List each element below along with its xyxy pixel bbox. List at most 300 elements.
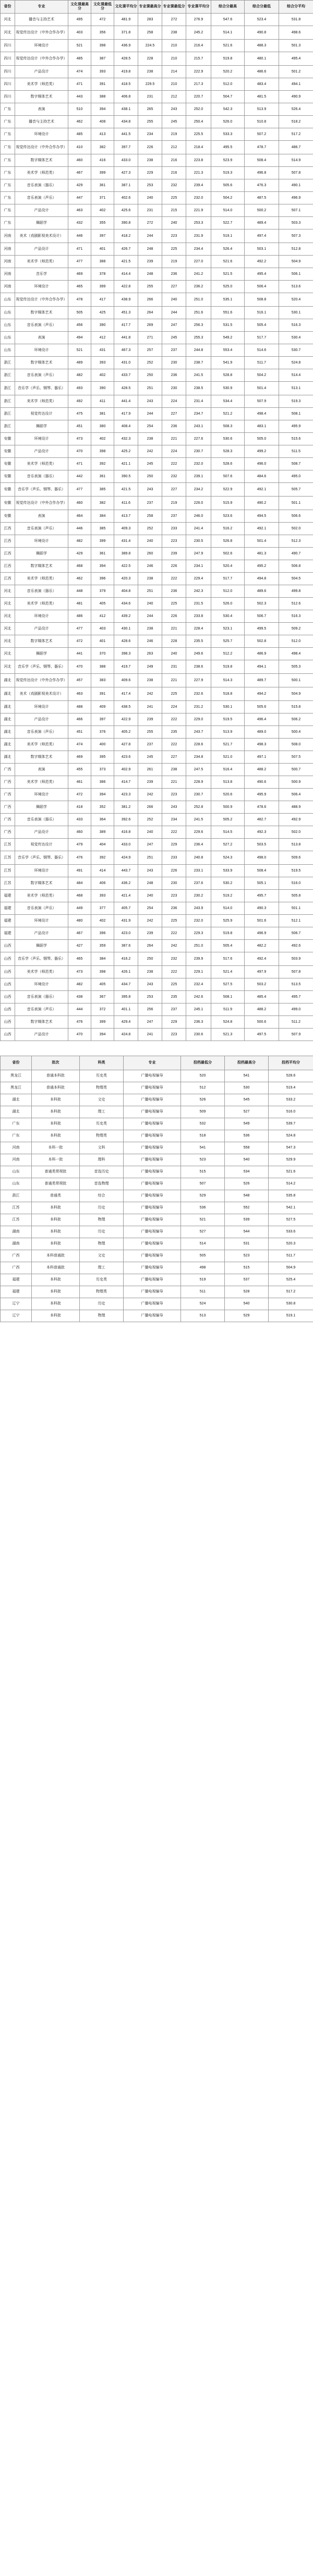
- table-cell: 412: [91, 610, 114, 623]
- table-cell: 271: [138, 332, 162, 344]
- table-cell: 525.0: [211, 281, 245, 293]
- table-cell: 467: [68, 167, 91, 179]
- table-cell: 408: [91, 116, 114, 128]
- table-cell: 250: [138, 369, 162, 382]
- table-cell: 232.4: [186, 978, 211, 991]
- table-row: [1, 674, 313, 687]
- table-cell: 236: [162, 420, 186, 433]
- table-cell: 本科批: [32, 1202, 80, 1214]
- table-cell: 410: [68, 141, 91, 154]
- table-cell: 音乐表演（声乐）: [15, 369, 68, 382]
- column-header: 专业: [15, 1, 68, 14]
- table-cell: 音乐表演（声乐）: [15, 192, 68, 204]
- table-cell: 美术（戏剧影视美术设计）: [15, 687, 68, 701]
- table-cell: 429: [68, 548, 91, 560]
- table-cell: 物理类: [80, 1082, 124, 1094]
- table-cell: 广西: [1, 1250, 32, 1262]
- table-cell: 513.8: [211, 776, 245, 789]
- table-row: [1, 281, 313, 293]
- table-cell: 252: [138, 523, 162, 535]
- table-cell: 465: [68, 281, 91, 293]
- table-cell: 233.1: [186, 865, 211, 877]
- table-cell: 湖北: [1, 674, 15, 687]
- table-cell: 福建: [1, 915, 15, 927]
- table-cell: 249.6: [186, 648, 211, 660]
- table-row: [1, 573, 313, 585]
- table-cell: 广播电视编导: [124, 1286, 181, 1298]
- table-cell: 504.2: [245, 369, 279, 382]
- table-cell: 409.6: [114, 674, 138, 687]
- table-cell: 本科批: [32, 1310, 80, 1322]
- table-cell: 505.2: [211, 814, 245, 826]
- table-cell: 489.7: [245, 674, 279, 687]
- table-cell: 产品设计: [15, 204, 68, 217]
- table-cell: 520.2: [211, 66, 245, 78]
- table-cell: 502.6: [211, 548, 245, 560]
- table-cell: 506.7: [279, 927, 313, 940]
- table-row: [1, 940, 313, 952]
- column-header: 投档最低分: [181, 1056, 225, 1070]
- table-cell: 516.3: [279, 319, 313, 332]
- table-cell: 474: [68, 66, 91, 78]
- table-cell: 山东: [1, 319, 15, 332]
- table-row: [1, 890, 313, 902]
- table-cell: 431.4: [114, 535, 138, 548]
- table-cell: 513.8: [279, 839, 313, 851]
- table-cell: 355: [91, 217, 114, 229]
- table-cell: 228: [162, 635, 186, 648]
- table-cell: 环境设计: [15, 789, 68, 801]
- table-cell: 浙江: [1, 382, 15, 395]
- table-cell: 494.8: [245, 573, 279, 585]
- table-cell: 519.1: [269, 1310, 313, 1322]
- table-cell: 490.2: [245, 497, 279, 510]
- table-cell: 416.8: [114, 826, 138, 839]
- table-cell: 217.3: [186, 78, 211, 91]
- table-cell: 514.1: [211, 26, 245, 40]
- table-row: [1, 548, 313, 560]
- table-row: [1, 344, 313, 357]
- table-cell: 400: [91, 739, 114, 751]
- table-cell: 486.9: [245, 648, 279, 660]
- table-cell: 515: [225, 1262, 269, 1274]
- table-cell: 表演: [15, 764, 68, 776]
- table-cell: 388: [91, 91, 114, 103]
- table-cell: 浙江: [1, 1190, 32, 1202]
- table-cell: 492.2: [245, 256, 279, 268]
- table-cell: 231.9: [186, 229, 211, 243]
- table-cell: 367: [91, 991, 114, 1003]
- table-cell: 433: [68, 814, 91, 826]
- table-cell: 408.4: [114, 420, 138, 433]
- table-cell: 423.3: [114, 789, 138, 801]
- table-cell: 519.5: [211, 713, 245, 726]
- table-cell: 安徽: [1, 445, 15, 458]
- table-cell: 495.2: [245, 560, 279, 573]
- table-cell: 519.3: [279, 395, 313, 408]
- table-cell: 表演: [15, 510, 68, 523]
- table-row: [1, 726, 313, 739]
- table-cell: 514.4: [279, 369, 313, 382]
- table-cell: 江苏: [1, 851, 15, 865]
- table-row: [1, 1190, 313, 1202]
- table-cell: 545: [225, 1094, 269, 1106]
- table-cell: 439.2: [114, 610, 138, 623]
- table-cell: 402: [91, 204, 114, 217]
- table-cell: 530.4: [211, 610, 245, 623]
- table-cell: 视觉传达设计（中外合作办学）: [15, 293, 68, 307]
- table-cell: 四川: [1, 66, 15, 78]
- table-cell: 普通类: [32, 1190, 80, 1202]
- table-cell: 浙江: [1, 395, 15, 408]
- table-cell: 513.1: [279, 382, 313, 395]
- table-cell: 402.6: [114, 192, 138, 204]
- table-cell: 236: [162, 268, 186, 281]
- table-cell: 417.4: [114, 687, 138, 701]
- table-cell: 236: [162, 902, 186, 915]
- table-cell: 福建: [1, 890, 15, 902]
- table-cell: 音乐表演（声乐）: [15, 902, 68, 915]
- table-cell: 477: [68, 483, 91, 497]
- table-cell: 518: [181, 1130, 225, 1142]
- table-cell: 237: [138, 497, 162, 510]
- table-cell: 广东: [1, 103, 15, 116]
- table-cell: 265: [138, 103, 162, 116]
- table-row: [1, 801, 313, 814]
- table-cell: 505.3: [279, 660, 313, 674]
- table-cell: 390: [91, 319, 114, 332]
- table-cell: 421.1: [114, 458, 138, 470]
- table-cell: 233: [162, 523, 186, 535]
- table-cell: 391: [91, 687, 114, 701]
- table-cell: 527.2: [211, 839, 245, 851]
- table-cell: 441.8: [114, 332, 138, 344]
- table-cell: 488: [68, 701, 91, 713]
- table-cell: 音乐表演（声乐）: [15, 1003, 68, 1016]
- table-cell: 511.9: [211, 1003, 245, 1016]
- table-cell: 226: [162, 610, 186, 623]
- table-cell: 385: [91, 483, 114, 497]
- table-cell: 499.5: [245, 623, 279, 635]
- table-cell: 476: [68, 1016, 91, 1029]
- table-row: [1, 1070, 313, 1082]
- table-cell: 226: [162, 560, 186, 573]
- table-cell: 258: [138, 26, 162, 40]
- table-cell: 399: [91, 535, 114, 548]
- table-cell: 247: [138, 1016, 162, 1029]
- table-cell: 428.5: [114, 52, 138, 66]
- table-cell: 503.5: [245, 839, 279, 851]
- column-header: 专业课最高分: [138, 1, 162, 14]
- table-cell: 239: [138, 256, 162, 268]
- table-cell: 539.7: [269, 1118, 313, 1130]
- table-cell: 272: [162, 14, 186, 26]
- table-cell: 227.6: [186, 433, 211, 445]
- table-cell: 安徽: [1, 458, 15, 470]
- table-cell: 413: [91, 128, 114, 141]
- table-cell: 河南: [1, 1154, 32, 1166]
- table-cell: 402.9: [114, 764, 138, 776]
- table-cell: 475: [68, 408, 91, 420]
- table-cell: 519: [181, 1274, 225, 1286]
- table-cell: 371: [91, 192, 114, 204]
- table-cell: 214: [162, 66, 186, 78]
- table-row: [1, 839, 313, 851]
- table-cell: 225: [162, 192, 186, 204]
- table-cell: 文科: [80, 1142, 124, 1154]
- table-cell: 423.0: [114, 927, 138, 940]
- table-cell: 物理: [80, 1310, 124, 1322]
- table-cell: 江苏: [1, 1202, 32, 1214]
- table-cell: 河北: [1, 26, 15, 40]
- table-cell: 534.4: [211, 395, 245, 408]
- table-cell: 524: [181, 1298, 225, 1310]
- table-cell: 230: [162, 877, 186, 890]
- table-row: [1, 382, 313, 395]
- table-cell: 221: [162, 623, 186, 635]
- table-cell: 504.9: [279, 687, 313, 701]
- table-cell: 496.9: [245, 927, 279, 940]
- table-cell: 516.1: [245, 307, 279, 319]
- table-cell: 234: [162, 814, 186, 826]
- table-row: [1, 510, 313, 523]
- column-header: 投档最高分: [225, 1056, 269, 1070]
- table-cell: 523.1: [211, 623, 245, 635]
- table-cell: 429: [68, 179, 91, 192]
- table-cell: 521: [68, 40, 91, 52]
- table-cell: 390.5: [114, 470, 138, 483]
- table-cell: 256.3: [186, 319, 211, 332]
- table-cell: 250: [138, 952, 162, 966]
- table-cell: 江苏: [1, 1214, 32, 1226]
- table-cell: 音乐表演（声乐）: [15, 319, 68, 332]
- table-cell: 235.5: [186, 635, 211, 648]
- table-cell: 236.2: [186, 281, 211, 293]
- table-cell: 228.6: [186, 739, 211, 751]
- table-cell: 523.6: [211, 510, 245, 523]
- table-cell: 242: [138, 445, 162, 458]
- table-cell: 405.7: [114, 902, 138, 915]
- table-cell: 521.3: [211, 1029, 245, 1041]
- table-cell: 481.3: [245, 548, 279, 560]
- table-cell: 508.0: [279, 739, 313, 751]
- table-cell: 历史类: [80, 1070, 124, 1082]
- table-row: [1, 776, 313, 789]
- table-cell: 438.1: [114, 103, 138, 116]
- table-cell: 244: [138, 229, 162, 243]
- table-cell: 397: [91, 229, 114, 243]
- table-row: [1, 598, 313, 610]
- table-cell: 540: [225, 1298, 269, 1310]
- table-cell: 534: [225, 1166, 269, 1178]
- table-cell: 527.5: [211, 978, 245, 991]
- table-cell: 516.0: [279, 877, 313, 890]
- table-row: [1, 256, 313, 268]
- table-cell: 广东: [1, 128, 15, 141]
- table-cell: 238: [138, 433, 162, 445]
- table-cell: 520.3: [269, 1238, 313, 1250]
- table-cell: 511.7: [269, 1250, 313, 1262]
- table-cell: 251: [138, 585, 162, 598]
- table-cell: 226: [138, 141, 162, 154]
- table-cell: 463: [68, 687, 91, 701]
- table-cell: 江苏: [1, 865, 15, 877]
- table-cell: 232: [162, 179, 186, 192]
- table-cell: 399: [91, 281, 114, 293]
- table-cell: 390.8: [114, 217, 138, 229]
- table-cell: 373: [91, 764, 114, 776]
- table-cell: 512.6: [279, 598, 313, 610]
- table-cell: 517.2: [269, 1286, 313, 1298]
- table-cell: 广东: [1, 217, 15, 229]
- table-cell: 234.8: [186, 751, 211, 764]
- table-cell: 238: [138, 66, 162, 78]
- table-row: [1, 179, 313, 192]
- table-cell: 377: [91, 902, 114, 915]
- table-cell: 美术学（师范类）: [15, 573, 68, 585]
- table-cell: 548: [225, 1190, 269, 1202]
- table-cell: 529.9: [269, 1154, 313, 1166]
- table-cell: 258: [138, 510, 162, 523]
- table-cell: 223: [162, 229, 186, 243]
- table-cell: 音乐表演（器乐）: [15, 585, 68, 598]
- table-cell: 530.1: [279, 307, 313, 319]
- table-cell: 500.7: [279, 764, 313, 776]
- table-cell: 421.5: [114, 256, 138, 268]
- table-cell: 521.6: [211, 256, 245, 268]
- table-row: [1, 1274, 313, 1286]
- table-cell: 497.4: [245, 229, 279, 243]
- table-cell: 222: [162, 927, 186, 940]
- table-cell: 232.0: [186, 458, 211, 470]
- table-cell: 245: [162, 116, 186, 128]
- table-cell: 美术学（师范类）: [15, 739, 68, 751]
- table-cell: 241: [138, 701, 162, 713]
- table-cell: 521.5: [211, 268, 245, 281]
- table-cell: 524.8: [211, 1016, 245, 1029]
- table-cell: 412: [91, 332, 114, 344]
- table-cell: 238: [138, 966, 162, 978]
- table-cell: 482.2: [245, 940, 279, 952]
- table-cell: 山东: [1, 332, 15, 344]
- table-cell: 236: [162, 369, 186, 382]
- table-cell: 393: [91, 357, 114, 369]
- table-cell: 517.7: [245, 332, 279, 344]
- table-cell: 音乐表演（器乐）: [15, 470, 68, 483]
- table-cell: 381: [91, 408, 114, 420]
- table-cell: 522.9: [211, 483, 245, 497]
- table-cell: 476: [68, 851, 91, 865]
- table-cell: 494: [68, 332, 91, 344]
- table-cell: 231: [162, 660, 186, 674]
- table-row: [1, 660, 313, 674]
- table-cell: 广播电视编导: [124, 1130, 181, 1142]
- table-cell: 359: [91, 940, 114, 952]
- table-cell: 224.5: [138, 40, 162, 52]
- column-header: 文化课最低分: [91, 1, 114, 14]
- table-cell: 播音与主持艺术: [15, 116, 68, 128]
- table-cell: 516.3: [279, 610, 313, 623]
- table-row: [1, 1094, 313, 1106]
- table-cell: 492.9: [279, 814, 313, 826]
- table-cell: 广播电视编导: [124, 1070, 181, 1082]
- table-cell: 483.1: [245, 420, 279, 433]
- table-cell: 240: [162, 293, 186, 307]
- table-cell: 241.5: [186, 814, 211, 826]
- table-cell: 549: [225, 1118, 269, 1130]
- table-cell: 398: [91, 40, 114, 52]
- table-cell: 488.3: [245, 40, 279, 52]
- table-cell: 广西: [1, 1262, 32, 1274]
- table-cell: 506.4: [279, 789, 313, 801]
- table-cell: 广播电视编导: [124, 1118, 181, 1130]
- table-cell: 434.7: [114, 978, 138, 991]
- table-cell: 231.5: [186, 598, 211, 610]
- table-cell: 465: [68, 952, 91, 966]
- table-cell: 533.6: [269, 1226, 313, 1238]
- table-cell: 音乐表演（器乐）: [15, 179, 68, 192]
- table-cell: 252.0: [186, 103, 211, 116]
- table-cell: 496.9: [279, 192, 313, 204]
- table-cell: 472: [68, 635, 91, 648]
- table-cell: 483.4: [245, 78, 279, 91]
- table-cell: 234: [138, 128, 162, 141]
- table-cell: 476.3: [245, 179, 279, 192]
- table-cell: 产品设计: [15, 927, 68, 940]
- table-row: [1, 243, 313, 256]
- table-cell: 547.3: [269, 1142, 313, 1154]
- column-header: 省份: [1, 1, 15, 14]
- table-cell: 222: [162, 713, 186, 726]
- table-cell: 526: [225, 1178, 269, 1190]
- table-cell: 首选历史: [80, 1166, 124, 1178]
- table-cell: 美术学（师范类）: [15, 78, 68, 91]
- table-cell: 222: [162, 458, 186, 470]
- table-cell: 515.8: [279, 701, 313, 713]
- table-cell: 530.9: [211, 382, 245, 395]
- table-cell: 环境设计: [15, 978, 68, 991]
- table-cell: 历史类: [80, 1118, 124, 1130]
- table-cell: 242: [138, 915, 162, 927]
- table-row: [1, 420, 313, 433]
- table-cell: 230: [162, 357, 186, 369]
- table-cell: 山西: [1, 1029, 15, 1041]
- table-cell: 本科批: [32, 1274, 80, 1286]
- table-cell: 447: [68, 192, 91, 204]
- table-cell: 环境设计: [15, 610, 68, 623]
- table-cell: 478: [68, 293, 91, 307]
- table-cell: 506.6: [279, 510, 313, 523]
- table-cell: 230.7: [186, 789, 211, 801]
- table-cell: 497.5: [245, 1029, 279, 1041]
- table-cell: 河北: [1, 660, 15, 674]
- table-cell: 230: [162, 382, 186, 395]
- table-cell: 462: [68, 116, 91, 128]
- table-cell: 495.0: [279, 470, 313, 483]
- table-cell: 250: [138, 470, 162, 483]
- table-row: [1, 1130, 313, 1142]
- table-cell: 山西: [1, 978, 15, 991]
- table-cell: 507.2: [245, 128, 279, 141]
- table-cell: 242.3: [186, 585, 211, 598]
- table-cell: 361: [91, 179, 114, 192]
- table-cell: 506.4: [245, 281, 279, 293]
- table-cell: 254: [138, 420, 162, 433]
- table-row: [1, 91, 313, 103]
- table-cell: 河南: [1, 256, 15, 268]
- table-cell: 音乐表演（器乐）: [15, 991, 68, 1003]
- table-cell: 512.1: [279, 915, 313, 927]
